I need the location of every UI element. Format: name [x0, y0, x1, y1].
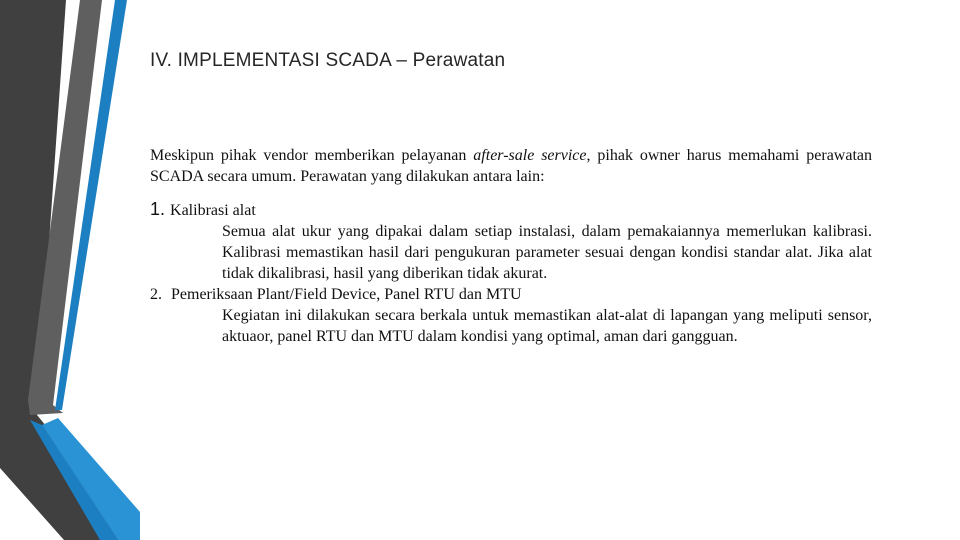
list-item-heading: Kalibrasi alat — [170, 202, 256, 219]
list-number: 2. — [150, 286, 162, 303]
list-item-heading: Pemeriksaan Plant/Field Device, Panel RTU dan MTU — [171, 286, 522, 303]
list-item-body: Kegiatan ini dilakukan secara berkala untuk memastikan alat-alat di lapangan yang meliputi sensor, aktuaor, panel RTU dan MTU dalam kondisi yang optimal, aman dari gangguan. — [222, 307, 872, 345]
slide-title: IV. IMPLEMENTASI SCADA – Perawatan — [150, 50, 506, 71]
intro-paragraph — [150, 145, 872, 187]
list-item-body: Semua alat ukur yang dipakai dalam setiap instalasi, dalam pemakaiannya memerlukan kalibrasi. Kalibrasi memastikan hasil dari pengukuran parameter sesuai dengan kondisi standar alat. Jika alat tidak dikalibrasi, hasil yang diberikan tidak akurat. — [222, 223, 872, 282]
left-decorative-bands — [0, 0, 140, 540]
list-item-inspection — [150, 284, 872, 347]
slide-content — [150, 145, 872, 347]
list-number: 1. — [150, 199, 166, 219]
intro-text-start: Meskipun pihak vendor memberikan pelayanan — [150, 147, 474, 164]
list-item-calibration — [150, 199, 872, 284]
intro-italic-term: after-sale service — [473, 147, 587, 164]
intro-text-end: , pihak owner harus memahami perawatan SCADA secara umum. Perawatan yang dilakukan antara lain: — [150, 147, 872, 185]
list-item-heading-row — [150, 284, 872, 305]
list-item-heading-row — [150, 199, 872, 221]
